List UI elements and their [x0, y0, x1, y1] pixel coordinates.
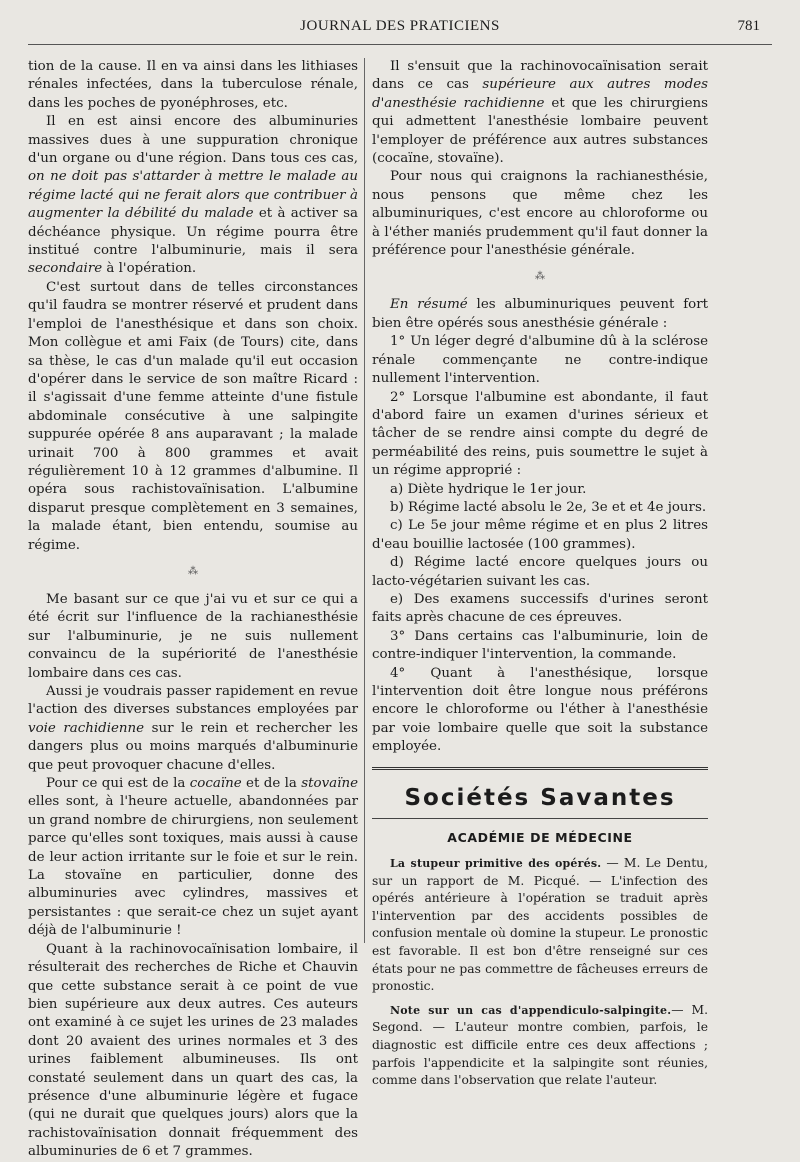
regime-step-c: c) Le 5e jour même régime et en plus 2 litres d'eau bouillie lactosée (100 grammes).: [372, 518, 708, 552]
column-divider: [364, 58, 365, 943]
paragraph: Pour ce qui est de la cocaïne et de la stovaïne elles sont, à l'heure actuelle, abandonnées par un grand nombre de chirurgiens, non seulement parce qu'elles sont toxiques, mais aussi à cause de leur action irritante sur le foie et sur le rein. La stovaïne en particulier, donne des albuminuries avec cylindres, massives et persistantes : que serait-ce chez un sujet ayant déjà de l'albuminurie !: [28, 776, 358, 939]
page-number: 781: [737, 18, 760, 34]
note-item: La stupeur primitive des opérés. — M. Le Dentu, sur un rapport de M. Picqué. — L'infection des opérés antérieure à l'opération se traduit après l'intervention par des accidents possibles de confusion mentale où domine la stupeur. Le pronostic est favorable. Il est bon d'être renseigné sur ces états pour ne pas commettre de fâcheuses erreurs de pronostic.: [372, 856, 708, 994]
paragraph: Il s'ensuit que la rachinovocaïnisation serait dans ce cas supérieure aux autres modes d'anesthésie rachidienne et que les chirurgiens qui admettent l'anesthésie lombaire peuvent l'employer de préférence aux autres substances (cocaïne, stovaïne).: [372, 59, 708, 167]
header-rule: [28, 44, 772, 45]
paragraph: tion de la cause. Il en va ainsi dans les lithiases rénales infectées, dans la tuberculose rénale, dans les poches de pyonéphroses, etc.: [28, 59, 358, 111]
page-header: [28, 18, 772, 42]
journal-title: JOURNAL DES PRATICIENS: [300, 18, 500, 34]
regime-step-e: e) Des examens successifs d'urines seront faits après chacune de ces épreuves.: [372, 591, 708, 626]
paragraph: Il en est ainsi encore des albuminuries massives dues à une suppuration chronique d'un organe ou d'une région. Dans tous ces cas, on ne doit pas s'attarder à mettre le malade au régime lacté qui ne ferait alors que contribuer à augmenter la débilité du malade et à activer sa déchéance physique. Un régime pourra être institué contre l'albuminurie, mais il sera secondaire à l'opération.: [28, 114, 358, 277]
section-title: Sociétés Savantes: [404, 784, 676, 811]
left-column: [28, 58, 358, 1162]
right-column: [372, 58, 708, 1090]
regime-step-a: a) Diète hydrique le 1er jour.: [390, 481, 587, 497]
conclusion-2: 2° Lorsque l'albumine est abondante, il faut d'abord faire un examen d'urines sérieux et tâcher de se rendre ainsi compte du degré de perméabilité des reins, puis soumettre le sujet à un régime approprié :: [372, 389, 708, 479]
paragraph: Quant à la rachinovocaïnisation lombaire, il résulterait des recherches de Riche et Chauvin que cette substance serait à ce point de vue bien supérieure aux deux autres. Ces auteurs ont examiné à ce sujet les urines de 23 malades dont 20 avaient des urines normales et 3 des urines faiblement albumineuses. Ils ont constaté seulement dans un quart des cas, la présence d'une albuminurie légère et fugace (qui ne durait que quelques jours) alors que la rachistovaïnisation donnait fréquemment des albuminuries de 6 et 7 grammes.: [28, 941, 358, 1160]
conclusion-1: 1° Un léger degré d'albumine dû à la sclérose rénale commençante ne contre-indique nullement l'intervention.: [372, 334, 708, 387]
regime-step-d: d) Régime lacté encore quelques jours ou lacto-végétarien suivant les cas.: [372, 555, 708, 589]
paragraph: Pour nous qui craignons la rachianesthésie, nous pensons que même chez les albuminuriques, c'est encore au chloroforme ou à l'éther maniés prudemment qu'il faut donner la préférence pour l'anesthésie générale.: [372, 169, 708, 259]
section-separator: ⁂: [535, 271, 545, 283]
paragraph: C'est surtout dans de telles circonstances qu'il faudra se montrer réservé et prudent dans l'emploi de l'anesthésique et dans son choix. Mon collègue et ami Faix (de Tours) cite, dans sa thèse, le cas d'un malade qu'il eut occasion d'opérer dans le service de son maître Ricard : il s'agissait d'une femme atteinte d'une fistule abdominale consécutive à une salpingite suppurée opérée 8 ans auparavant ; la malade urinait 700 à 800 grammes et avait régulièrement 10 à 12 grammes d'albumine. Il opéra sous rachistovaïnisation. L'albumine disparut presque complètement en 3 semaines, la malade étant, bien entendu, soumise au régime.: [28, 279, 358, 553]
section-rule: [372, 767, 708, 770]
paragraph: Aussi je voudrais passer rapidement en revue l'action des diverses substances employées par voie rachidienne sur le rein et rechercher les dangers plus ou moins marqués d'albuminurie que peut provoquer chacune d'elles.: [28, 684, 358, 773]
regime-step-b: b) Régime lacté absolu le 2e, 3e et et 4e jours.: [390, 499, 707, 515]
paragraph: Me basant sur ce que j'ai vu et sur ce qui a été écrit sur l'influence de la rachianesthésie sur l'albuminurie, je ne suis nullement convaincu de la supériorité de l'anesthésie lombaire dans ces cas.: [28, 591, 358, 681]
conclusion-4: 4° Quant à l'anesthésique, lorsque l'intervention doit être longue nous préférons encore le chloroforme ou l'éther à l'anesthésie par voie lombaire quelle que soit la substance employée.: [372, 665, 708, 755]
paragraph: En résumé les albuminuriques peuvent fort bien être opérés sous anesthésie générale :: [372, 297, 708, 331]
conclusion-3: 3° Dans certains cas l'albuminurie, loin de contre-indiquer l'intervention, la commande.: [372, 628, 708, 663]
section-title-rule: [372, 818, 708, 819]
section-separator: ⁂: [188, 565, 198, 577]
academy-heading: ACADÉMIE DE MÉDECINE: [447, 829, 633, 845]
note-item: Note sur un cas d'appendiculo-salpingite.— M. Segond. — L'auteur montre combien, parfois, le diagnostic est difficile entre ces deux affections ; parfois l'appendicite et la salpingite sont réunies, comme dans l'observation que relate l'auteur.: [372, 1002, 708, 1088]
